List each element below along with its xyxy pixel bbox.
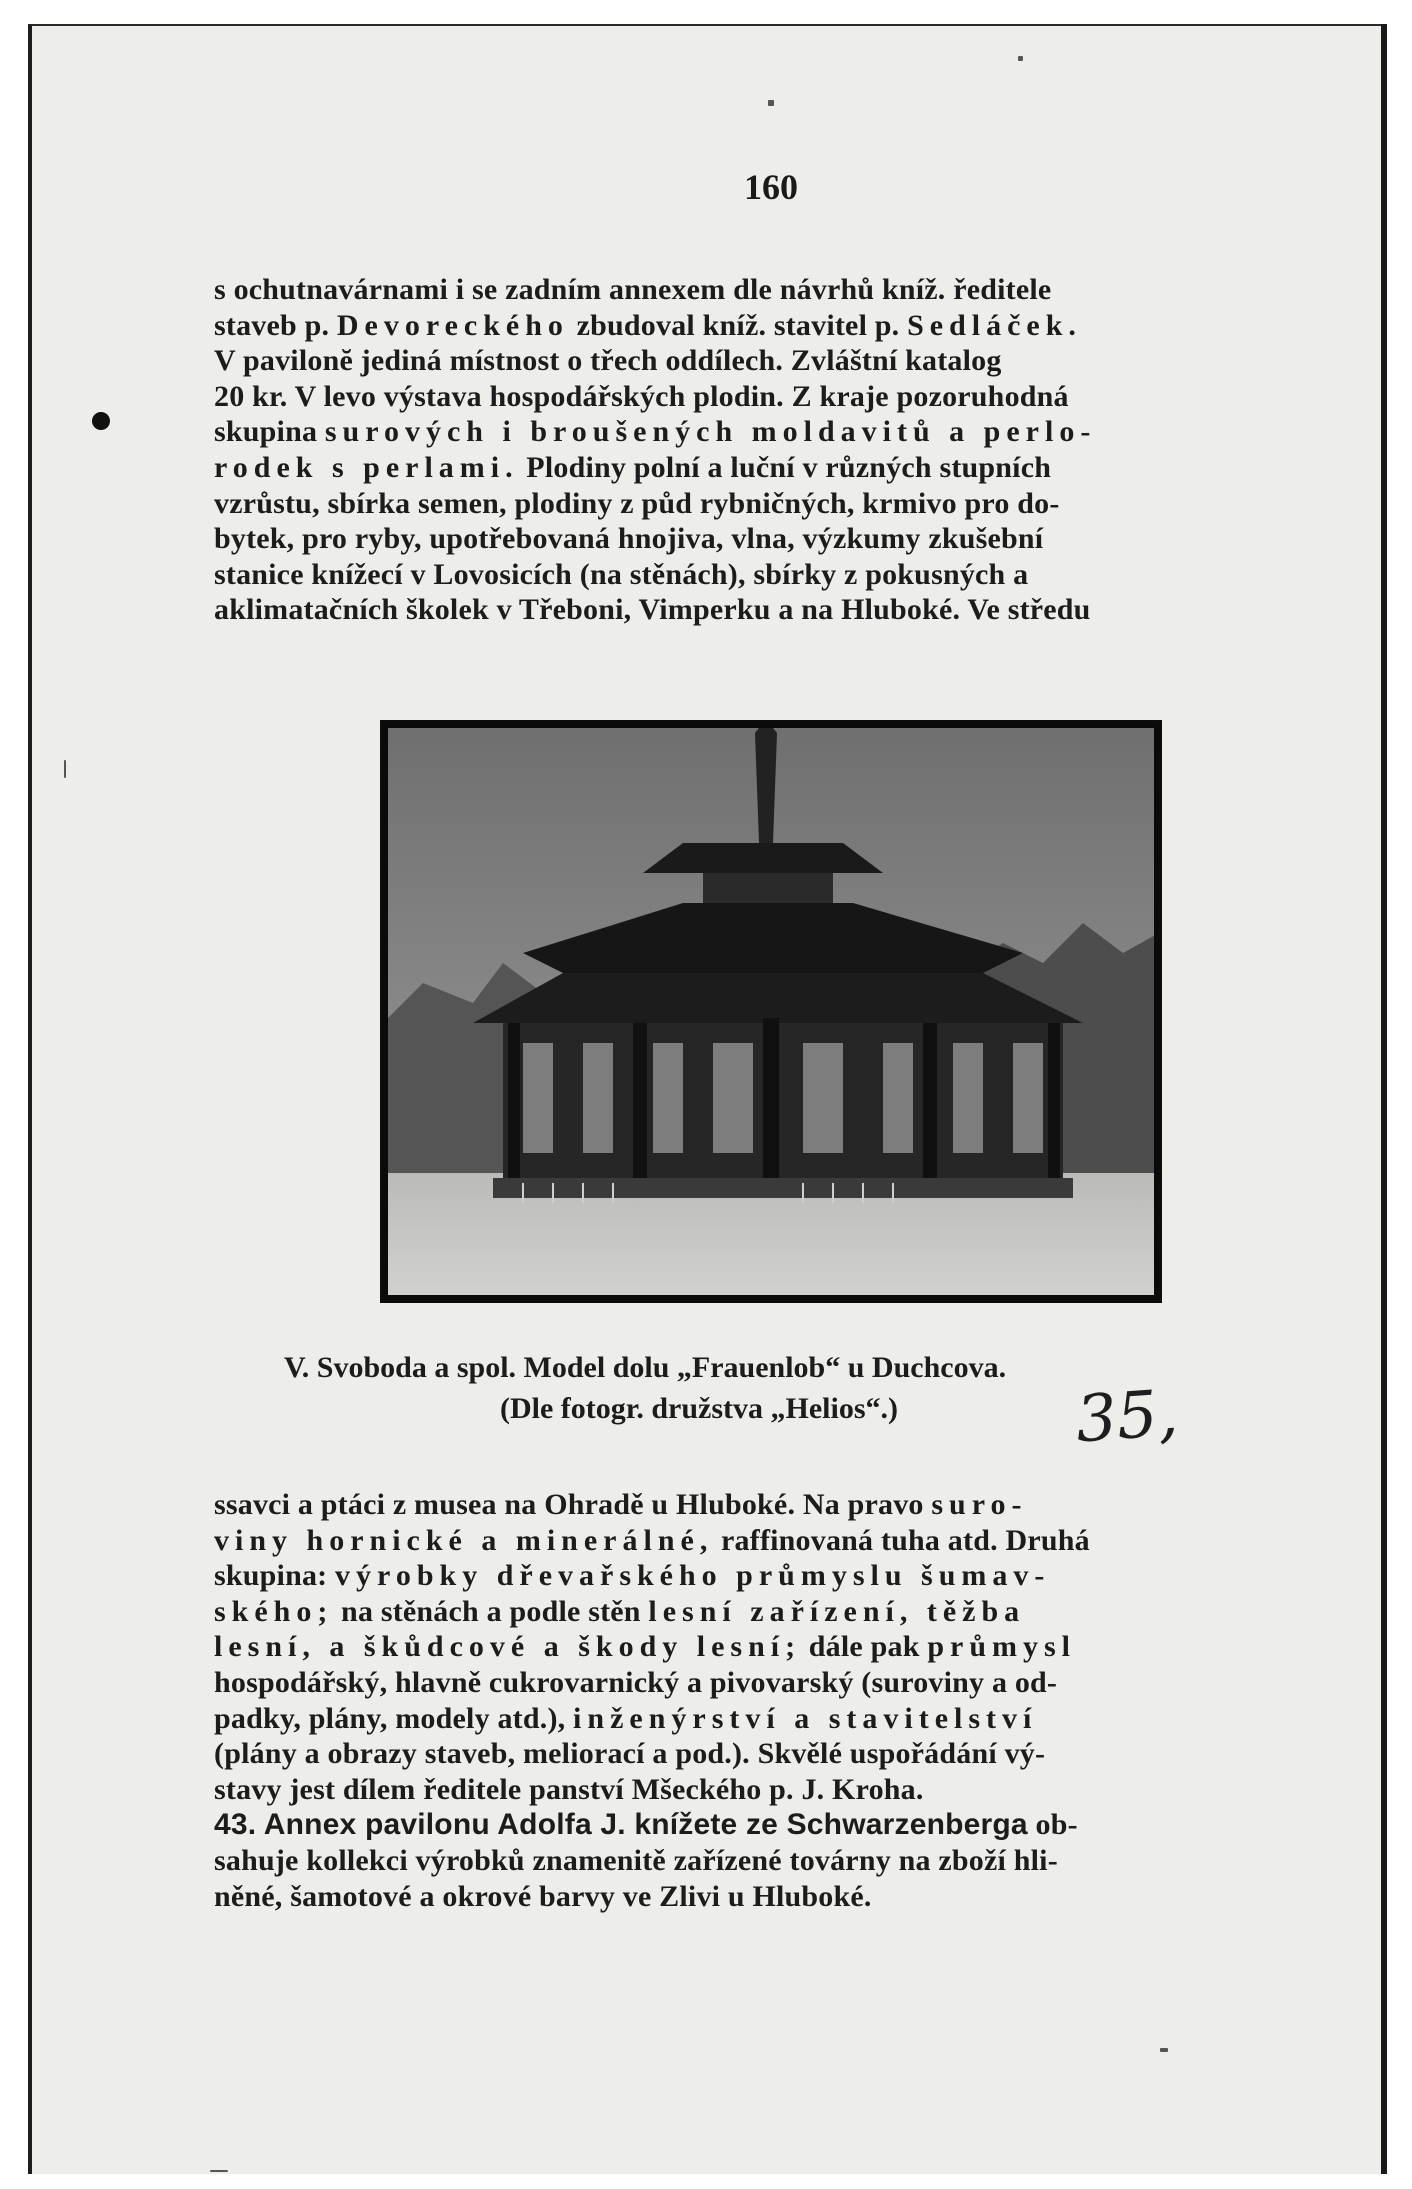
figure-caption-line2: (Dle fotogr. družstva „Helios“.) <box>500 1392 898 1425</box>
pavilion-photograph <box>380 720 1162 1303</box>
spaced-emphasis: Devoreckého <box>336 308 569 342</box>
spaced-emphasis: surových i broušených moldavitů a perlo- <box>324 415 1097 449</box>
text-segment: skupina: <box>214 1559 336 1593</box>
text-line <box>214 1594 1330 1630</box>
speck <box>768 100 774 106</box>
text-segment: s ochutnavárnami i se zadním annexem dle návrhů kníž. ředitele <box>214 273 1052 306</box>
text-segment: stanice knížecí v Lovosicích (na stěnách), sbírky z pokusných a <box>214 557 1029 591</box>
text-segment: něné, šamotové a okrové barvy ve Zlivi u Hluboké. <box>214 1879 872 1913</box>
page-edge-shadow <box>1381 24 1387 2174</box>
page-number: 160 <box>744 167 798 207</box>
text-line <box>214 450 1330 486</box>
text-line <box>214 1487 1330 1523</box>
spaced-emphasis: inženýrství a stavitelství <box>573 1701 1038 1735</box>
spaced-emphasis: výrobky dřevařského průmyslu šumav- <box>335 1559 1051 1593</box>
text-line <box>214 414 1330 450</box>
text-segment: padky, plány, modely atd.), <box>214 1701 574 1735</box>
speck <box>1018 56 1023 61</box>
text-segment: hospodářský, hlavně cukrovarnický a pivovarský (suroviny a od- <box>214 1665 1058 1699</box>
speck <box>1160 2048 1168 2052</box>
text-segment: vzrůstu, sbírka semen, plodiny z půd rybničných, krmivo pro do- <box>214 486 1060 520</box>
speck <box>210 2170 228 2172</box>
spaced-emphasis: průmysl <box>927 1630 1076 1664</box>
text-segment: sahuje kollekci výrobků znamenitě zařízené továrny na zboží hli- <box>214 1843 1058 1877</box>
speck <box>64 760 66 778</box>
text-line <box>214 1879 1330 1915</box>
text-line <box>214 1701 1330 1737</box>
text-segment: stavy jest dílem ředitele panství Mšeckého p. J. Kroha. <box>214 1772 924 1806</box>
text-line <box>214 343 1330 379</box>
text-segment: bytek, pro ryby, upotřebovaná hnojiva, vlna, výzkumy zkušební <box>214 522 1044 556</box>
text-segment: Plodiny polní a luční v různých stupních <box>518 450 1052 484</box>
text-line <box>214 592 1330 628</box>
spaced-emphasis: lesní, a škůdcové a škody lesní; <box>214 1630 802 1664</box>
spaced-emphasis: Sedláček. <box>907 308 1082 342</box>
spaced-emphasis: lesní zařízení, těžba <box>648 1594 1026 1628</box>
text-line <box>214 521 1330 557</box>
text-segment: (plány a obrazy staveb, meliorací a pod.). Skvělé uspořádání vý- <box>214 1737 1046 1771</box>
text-line <box>214 557 1330 593</box>
text-line <box>214 1736 1330 1772</box>
top-paragraph <box>214 272 1330 628</box>
text-segment: dále pak <box>801 1630 928 1664</box>
text-line <box>214 1558 1330 1594</box>
text-segment: aklimatačních školek v Třeboni, Vimperku a na Hluboké. Ve středu <box>214 593 1091 627</box>
text-segment: raffinovaná tuha atd. Druhá <box>713 1523 1090 1557</box>
binding-hole-mark <box>92 412 110 430</box>
text-line <box>214 1629 1330 1665</box>
spaced-emphasis: rodek s perlami. <box>214 450 519 484</box>
text-segment: na stěnách a podle stěn <box>333 1594 649 1628</box>
text-line <box>214 1772 1330 1808</box>
text-segment: ssavci a ptáci z musea na Ohradě u Hluboké. Na pravo <box>214 1488 932 1521</box>
text-line <box>214 308 1330 344</box>
text-line <box>214 1807 1330 1843</box>
text-segment: V pavilonĕ jediná místnost o třech oddílech. Zvláštní katalog <box>214 344 1002 378</box>
text-segment: 43. Annex pavilonu Adolfa J. knížete ze Schwarzenberga <box>214 1808 1028 1842</box>
spaced-emphasis: ského; <box>214 1594 334 1628</box>
bottom-paragraph <box>214 1487 1330 1914</box>
figure-caption-line1: V. Svoboda a spol. Model dolu „Frauenlob“ u Duchcova. <box>284 1351 1007 1384</box>
text-segment: staveb p. <box>214 308 337 342</box>
text-segment: skupina <box>214 415 325 449</box>
spaced-emphasis: suro- <box>931 1488 1028 1521</box>
spaced-emphasis: viny hornické a minerálné, <box>214 1523 714 1557</box>
text-line <box>214 379 1330 415</box>
text-segment: 20 kr. V levo výstava hospodářských plodin. Z kraje pozoruhodná <box>214 379 1069 413</box>
text-line <box>214 1843 1330 1879</box>
handwritten-number: 35, <box>1073 1376 1181 1458</box>
text-segment: zbudoval kníž. stavitel p. <box>568 308 908 342</box>
text-line <box>214 1665 1330 1701</box>
text-segment: ob- <box>1027 1808 1078 1842</box>
text-line <box>214 486 1330 522</box>
text-line <box>214 272 1330 308</box>
text-line <box>214 1523 1330 1559</box>
